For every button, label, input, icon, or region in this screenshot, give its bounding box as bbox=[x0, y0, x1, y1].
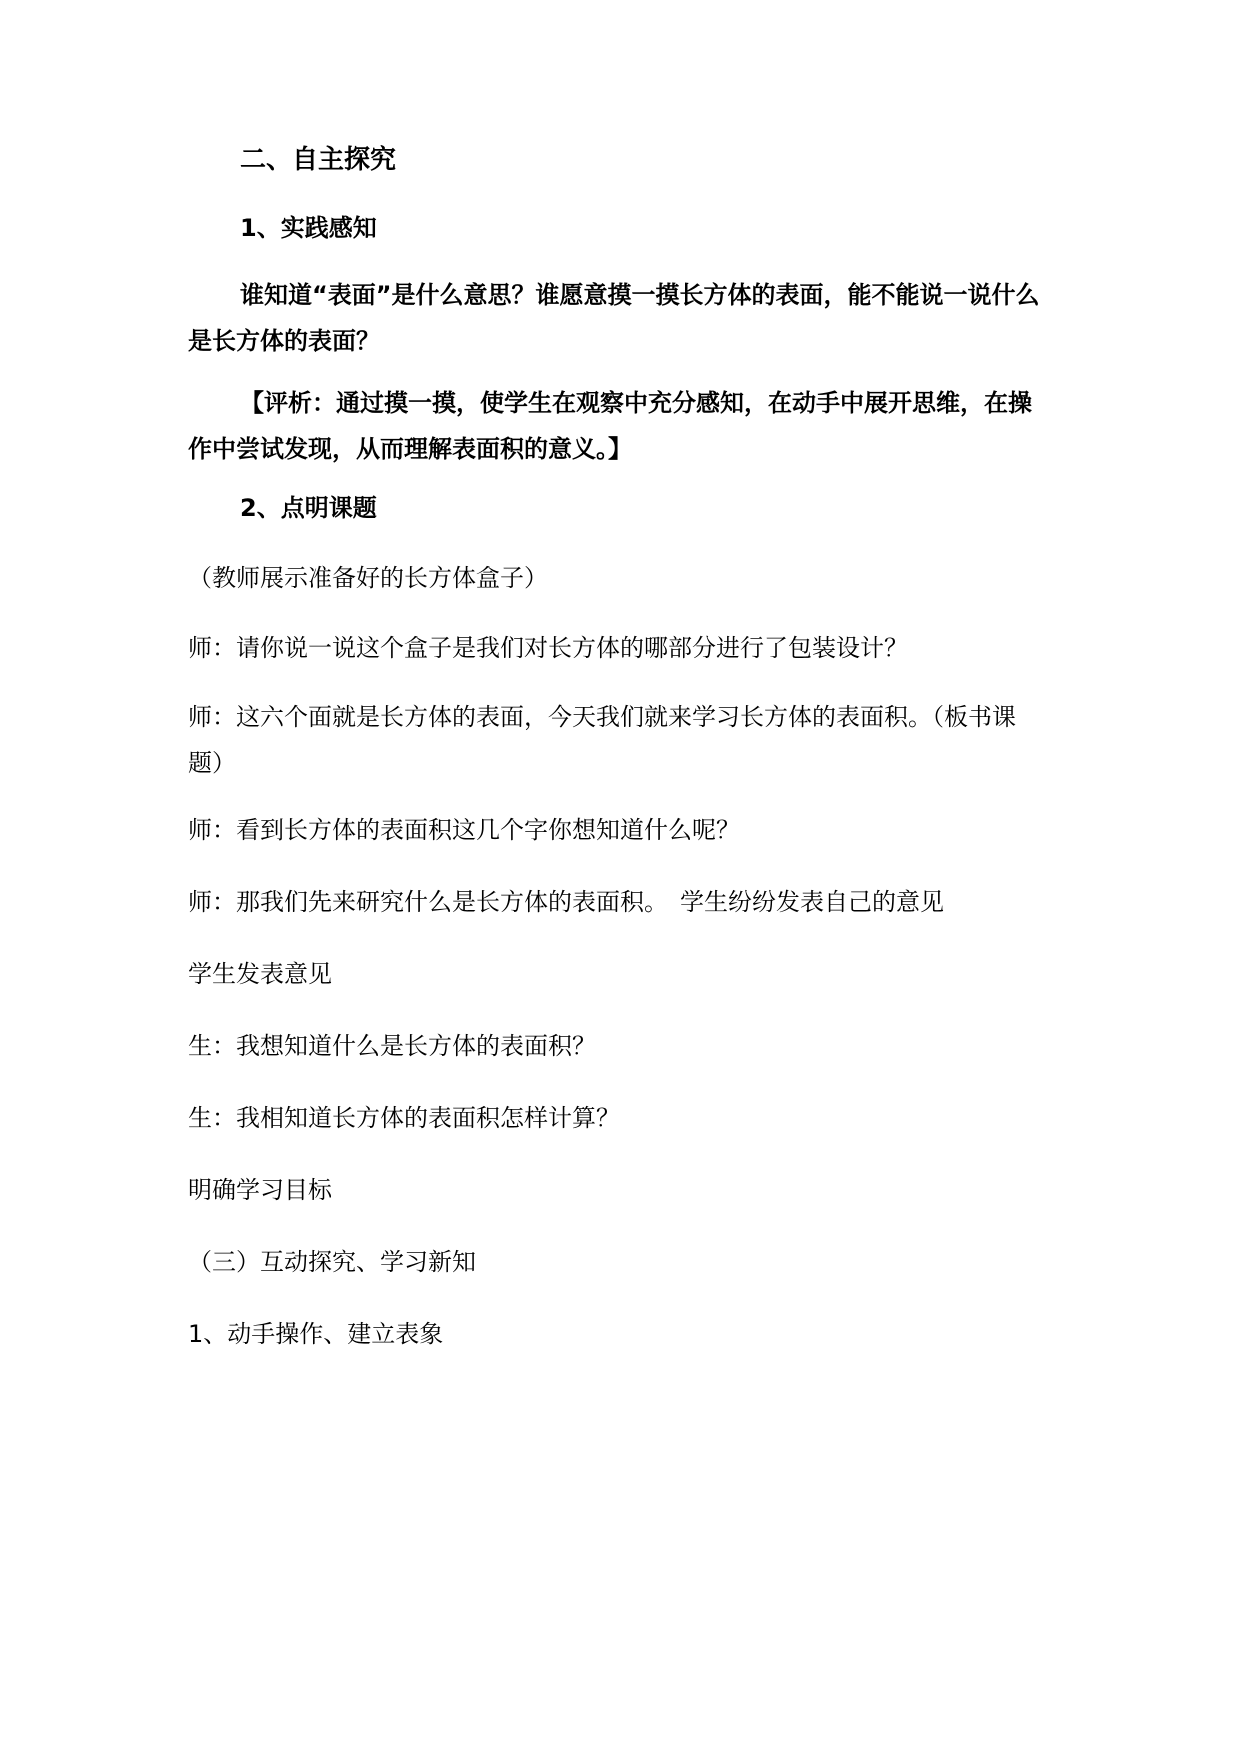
teacher-line-3: 师：看到长方体的表面积这几个字你想知道什么呢？ bbox=[188, 816, 740, 844]
student-line-1: 生：我想知道什么是长方体的表面积？ bbox=[188, 1032, 596, 1060]
learning-goal-line: 明确学习目标 bbox=[188, 1176, 332, 1204]
teacher-line-4: 师：那我们先来研究什么是长方体的表面积。 学生纷纷发表自己的意见 bbox=[188, 888, 944, 916]
subsection-title-practice: 1、实践感知 bbox=[240, 214, 377, 242]
comment-analysis bbox=[188, 380, 1048, 472]
teacher-line-1: 师：请你说一说这个盒子是我们对长方体的哪部分进行了包装设计？ bbox=[188, 634, 908, 662]
section-three-title: （三）互动探究、学习新知 bbox=[188, 1248, 476, 1276]
paragraph-surface-question bbox=[188, 272, 1048, 364]
section-title: 二、自主探究 bbox=[240, 145, 397, 175]
paragraph-surface-question-text: 谁知道“表面”是什么意思？谁愿意摸一摸长方体的表面，能不能说一说什么是长方体的表面？ bbox=[188, 281, 1040, 355]
subsection-hands-on: 1、动手操作、建立表象 bbox=[188, 1320, 444, 1348]
teacher-line-2: 师：这六个面就是长方体的表面，今天我们就来学习长方体的表面积。（板书课题） bbox=[188, 703, 1016, 777]
subsection-title-topic: 2、点明课题 bbox=[240, 494, 377, 522]
comment-analysis-text: 【评析：通过摸一摸，使学生在观察中充分感知，在动手中展开思维，在操作中尝试发现，从而理解表面积的意义。】 bbox=[188, 389, 1032, 463]
students-opinion-line: 学生发表意见 bbox=[188, 960, 332, 988]
teacher-show-line: （教师展示准备好的长方体盒子） bbox=[188, 564, 548, 592]
student-line-2: 生：我相知道长方体的表面积怎样计算？ bbox=[188, 1104, 620, 1132]
teacher-line-2-wrap bbox=[188, 694, 1048, 786]
